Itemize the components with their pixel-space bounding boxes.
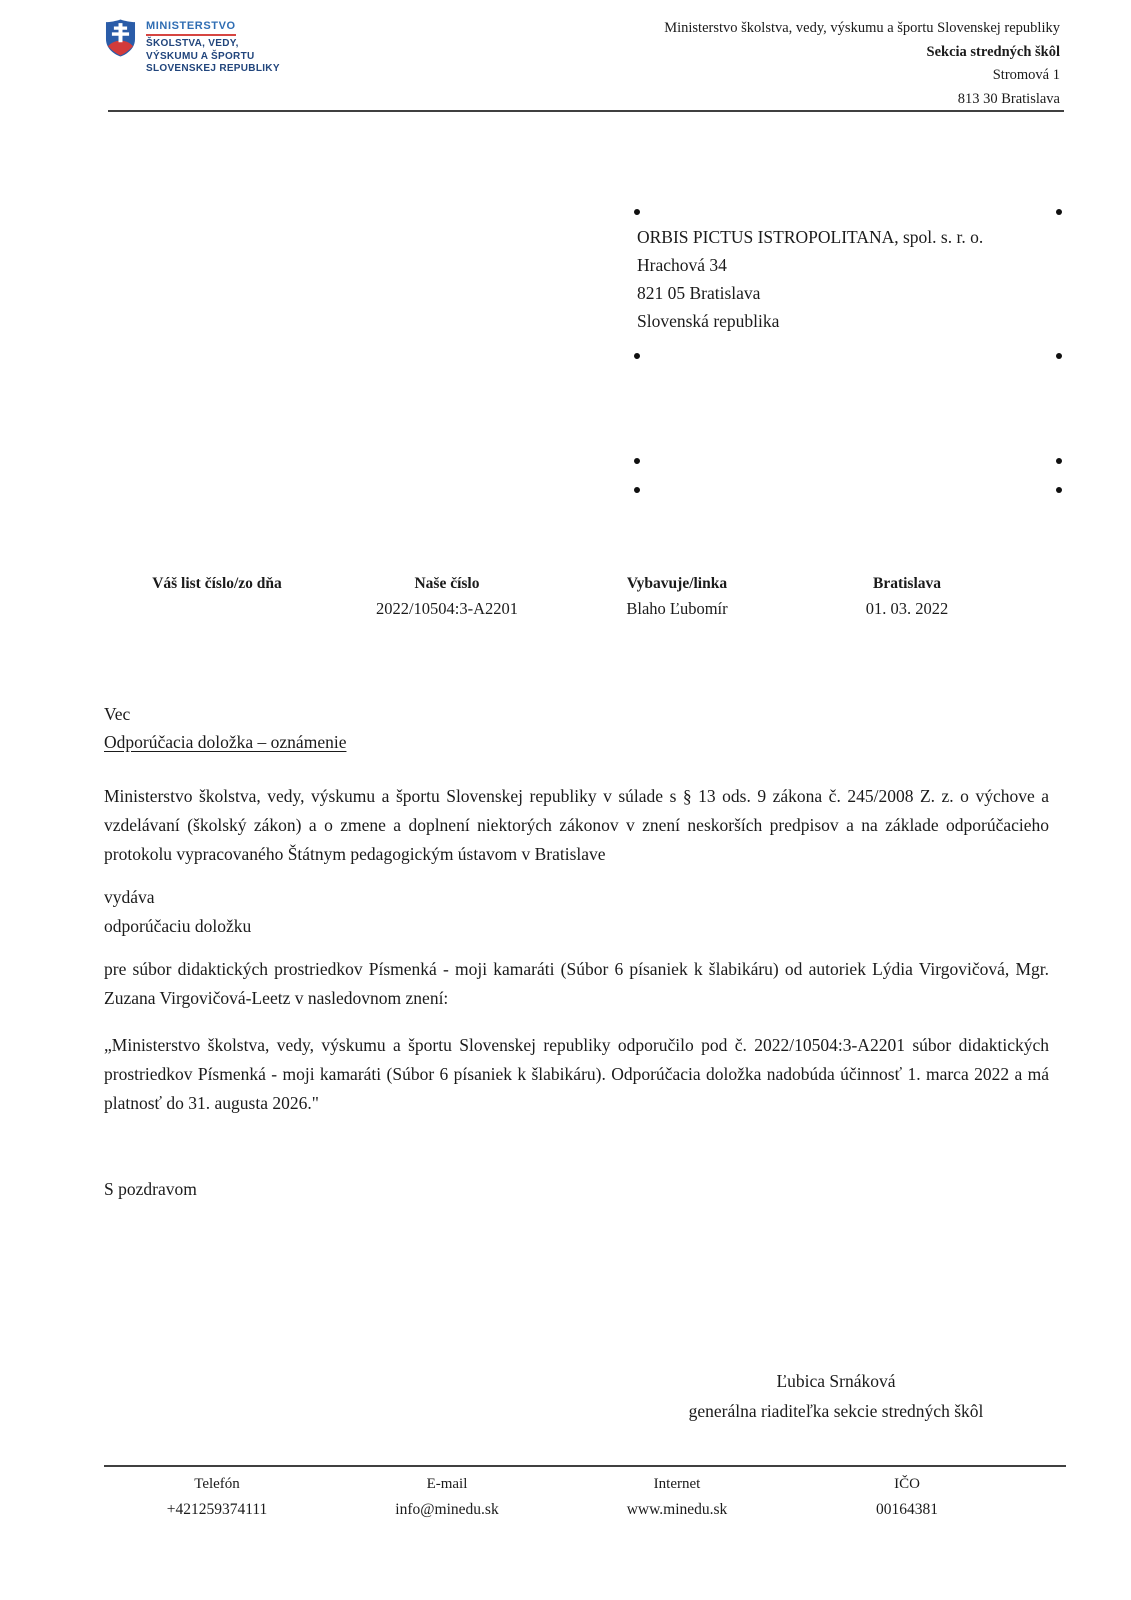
signature-block [576,1366,1096,1426]
logo-line-2: ŠKOLSTVA, VEDY, [146,38,239,49]
footer-label-ico: IČO [894,1476,920,1492]
fold-mark [1056,353,1062,359]
footer-label-internet: Internet [653,1476,701,1492]
ref-label-handler: Vybavuje/linka [626,575,728,592]
ministry-logo-text [146,14,280,76]
footer-value-email: info@minedu.sk [395,1501,499,1518]
ref-label-our-number: Naše číslo [414,575,480,592]
ref-col-our-number [332,574,562,619]
logo-line-4: SLOVENSKEJ REPUBLIKY [146,63,280,74]
ref-label-your-number: Váš list číslo/zo dňa [152,575,282,592]
ref-col-place-date [792,574,1022,619]
ref-col-your-number [102,574,332,619]
sender-city: 813 30 Bratislava [957,90,1060,107]
subject-label: Vec [104,704,131,724]
reference-row [102,574,1022,619]
ref-label-place: Bratislava [872,575,942,592]
fold-mark [1056,487,1062,493]
recipient-name: ORBIS PICTUS ISTROPOLITANA, spol. s. r. o. [637,227,984,247]
fold-mark [634,209,640,215]
closing-salutation: S pozdravom [104,1179,197,1199]
logo-line-3: VÝSKUMU A ŠPORTU [146,50,255,62]
ref-value-date: 01. 03. 2022 [865,599,949,618]
subject-title: Odporúčacia doložka – oznámenie [104,732,347,752]
fold-mark [634,458,640,464]
recipient-street: Hrachová 34 [637,255,727,275]
issue-block [104,883,251,940]
footer [102,1474,1022,1520]
footer-col-internet [562,1474,792,1520]
footer-col-ico [792,1474,1022,1520]
footer-value-ico: 00164381 [876,1501,938,1518]
fold-mark [1056,458,1062,464]
issue-clause: odporúčaciu doložku [104,915,252,936]
body-paragraph-3: „Ministerstvo školstva, vedy, výskumu a športu Slovenskej republiky odporučilo pod č. 2022/10504:3-A2201 súbor didaktických prostriedkov Písmenká - moji kamaráti (Súbor 6 písaniek k šlabikáru). Odporúčacia doložka nadobúda účinnosť 1. marca 2022 a má platnosť do 31. augusta 2026." [104,1035,1049,1113]
sender-section: Sekcia stredných škôl [926,43,1060,60]
ref-col-handler [562,574,792,619]
footer-label-phone: Telefón [194,1476,240,1492]
fold-mark [1056,209,1062,215]
sender-block [664,17,1060,111]
footer-label-email: E-mail [426,1476,468,1492]
logo-ministry-word: MINISTERSTVO [146,20,236,36]
footer-col-email [332,1474,562,1520]
ref-value-handler: Blaho Ľubomír [626,599,728,618]
recipient-address [637,223,983,335]
footer-value-phone: +421259374111 [166,1501,268,1518]
fold-mark [634,353,640,359]
fold-mark [634,487,640,493]
footer-value-internet: www.minedu.sk [626,1501,728,1518]
recipient-city: 821 05 Bratislava [637,283,761,303]
recipient-country: Slovenská republika [637,311,780,331]
footer-divider [104,1465,1066,1467]
subject-block [104,700,346,756]
body-paragraph-2: pre súbor didaktických prostriedkov Písmenká - moji kamaráti (Súbor 6 písaniek k šlabikáru) od autoriek Lýdia Virgovičová, Mgr. Zuzana Virgovičová-Leetz v nasledovnom znení: [104,959,1049,1008]
sender-street: Stromová 1 [992,67,1060,83]
sender-org: Ministerstvo školstva, vedy, výskumu a športu Slovenskej republiky [664,20,1060,36]
ministry-logo [104,14,280,76]
signatory-title: generálna riaditeľka sekcie stredných škôl [688,1401,984,1421]
footer-col-phone [102,1474,332,1520]
issue-word: vydáva [104,887,155,907]
body-paragraph-1: Ministerstvo školstva, vedy, výskumu a športu Slovenskej republiky v súlade s § 13 ods. 9 zákona č. 245/2008 Z. z. o výchove a vzdelávaní (školský zákon) a o zmene a doplnení niektorých zákonov v znení neskorších predpisov a na základe odporúčacieho protokolu vypracovaného Štátnym pedagogickým ústavom v Bratislave [104,786,1049,864]
ref-value-our-number: 2022/10504:3-A2201 [375,599,519,618]
slovak-emblem-icon [104,14,137,62]
header-divider [108,110,1064,112]
signatory-name: Ľubica Srnáková [776,1371,896,1391]
